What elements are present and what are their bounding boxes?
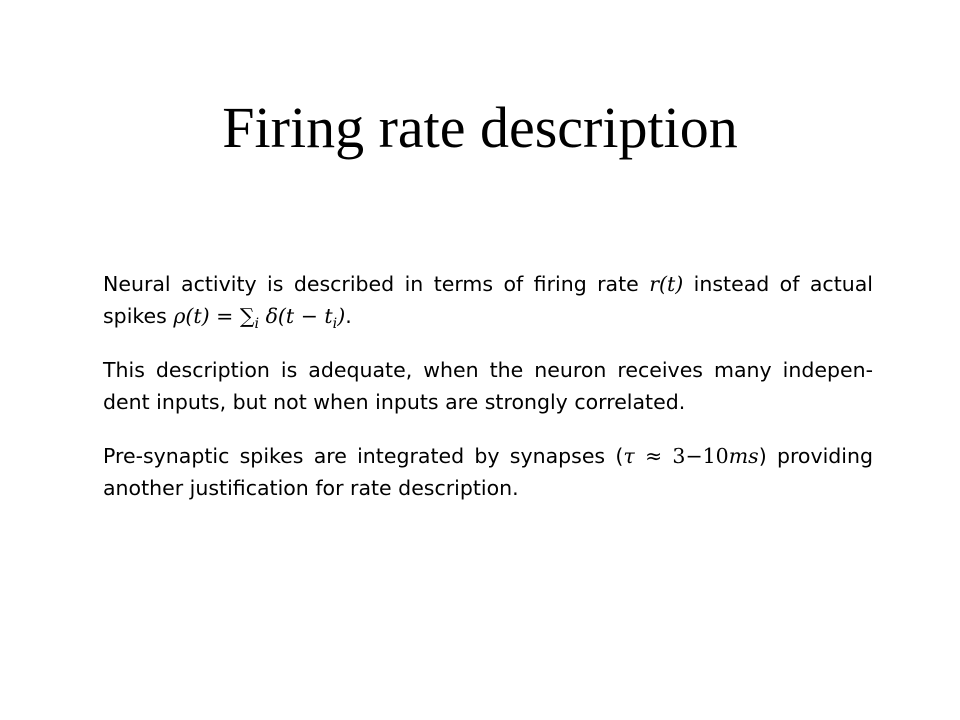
- math-tau: τ: [623, 444, 635, 468]
- paragraph-3-text-b: ) providing another justification for rate description.: [103, 444, 874, 500]
- math-spike-train-a: ρ(t) = ∑: [173, 304, 255, 328]
- paragraph-1-text-c: .: [345, 304, 352, 328]
- paragraph-adequacy: This description is adequate, when the neuron receives many indepen-dent inputs, but not when inputs are strongly correlated.: [103, 358, 873, 414]
- paragraph-firing-rate: [103, 268, 873, 332]
- math-ms-unit: ms: [728, 444, 759, 468]
- math-firing-rate: r(t): [649, 272, 684, 296]
- slide-body: [103, 268, 873, 526]
- paragraph-1-text-b: instead of actual spikes: [103, 272, 873, 328]
- math-spike-train-b: δ(t − t: [259, 304, 333, 328]
- paragraph-3-text-a: Pre-synaptic spikes are integrated by synapses (: [103, 444, 624, 468]
- slide-title: Firing rate description: [222, 95, 738, 160]
- math-spike-time-index: i: [332, 316, 338, 333]
- paragraph-1-text-a: Neural activity is described in terms of firing rate: [103, 272, 650, 296]
- math-approx-range: ≈ 3−10: [634, 444, 729, 468]
- math-sum-index: i: [254, 316, 260, 333]
- math-spike-train: [173, 304, 346, 333]
- math-spike-train-c: ): [337, 304, 346, 328]
- paragraph-synaptic-integration: [103, 440, 873, 504]
